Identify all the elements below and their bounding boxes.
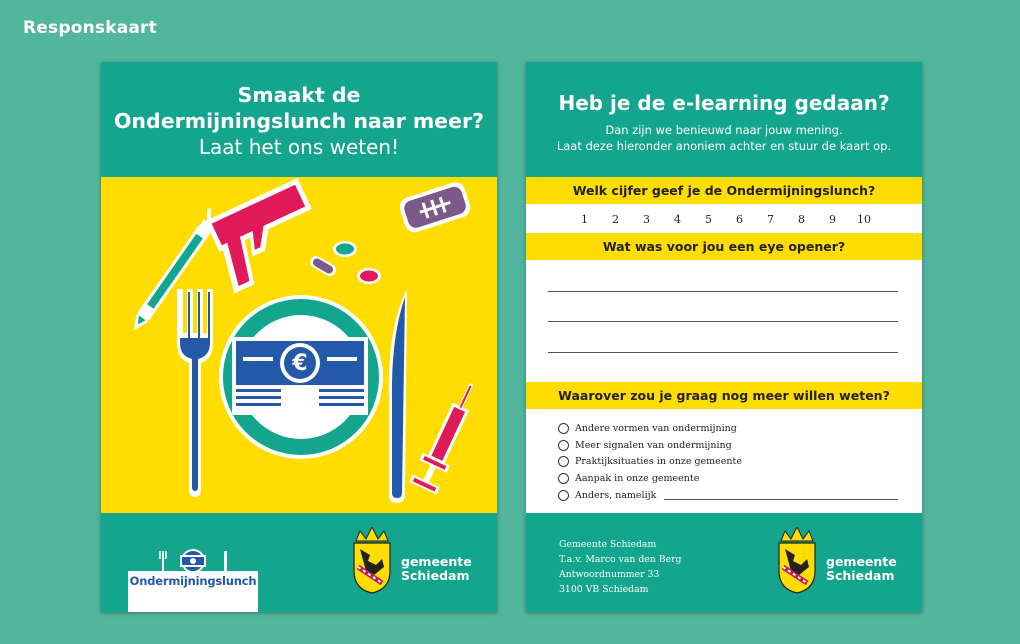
gemeente-word: gemeente (826, 554, 897, 569)
radio-icon[interactable] (558, 423, 569, 434)
radio-icon[interactable] (558, 456, 569, 467)
svg-text:€: € (292, 351, 308, 376)
rating-6[interactable]: 6 (736, 212, 743, 226)
gemeente-word: gemeente (401, 554, 472, 569)
other-answer-line[interactable] (664, 499, 898, 500)
lunch-illustration (101, 177, 497, 513)
front-headline-line2: Ondermijningslunch naar meer? (114, 109, 484, 133)
rating-1[interactable]: 1 (581, 212, 588, 226)
response-card-back (526, 62, 922, 612)
address-line-4: 3100 VB Schiedam (559, 584, 649, 595)
front-header (101, 62, 497, 177)
option-other[interactable] (558, 487, 898, 504)
question-eye-opener: Wat was voor jou een eye opener? (526, 233, 922, 260)
back-title: Heb je de e-learning gedaan? (558, 91, 890, 115)
option-label: Andere vormen van ondermijning (575, 422, 737, 434)
intro-line1: Dan zijn we benieuwd naar jouw mening. (605, 123, 843, 137)
schiedam-word: Schiedam (826, 568, 895, 583)
lunch-logo-icon (128, 529, 258, 573)
response-card-front (101, 62, 497, 612)
rating-7[interactable]: 7 (767, 212, 774, 226)
answer-line-3[interactable] (548, 352, 898, 353)
rating-scale (526, 205, 922, 233)
radio-icon[interactable] (558, 490, 569, 501)
option-more-signals[interactable] (558, 437, 898, 454)
option-approach[interactable] (558, 470, 898, 487)
return-address (559, 537, 681, 597)
schiedam-word: Schiedam (401, 568, 470, 583)
ondermijningslunch-logo (128, 529, 258, 599)
address-line-2: T.a.v. Marco van den Berg (559, 554, 682, 565)
rating-3[interactable]: 3 (643, 212, 650, 226)
schiedam-crest-icon (777, 527, 817, 595)
front-headline-line1: Smaakt de (237, 83, 361, 107)
gemeente-logo-text (401, 555, 472, 583)
back-header (526, 62, 922, 177)
option-other-forms[interactable] (558, 420, 898, 437)
options-list (558, 420, 898, 504)
fork-icon (177, 289, 213, 497)
intro-line2: Laat deze hieronder anoniem achter en stuur de kaart op. (556, 139, 892, 153)
front-subline: Laat het ons weten! (198, 135, 400, 159)
address-line-3: Antwoordnummer 33 (559, 569, 660, 580)
option-label: Aanpak in onze gemeente (575, 473, 700, 485)
rating-8[interactable]: 8 (798, 212, 805, 226)
option-label: Meer signalen van ondermijning (575, 439, 732, 451)
question-rating: Welk cijfer geef je de Ondermijningslunch? (526, 177, 922, 204)
rating-4[interactable]: 4 (674, 212, 681, 226)
money-stack-icon (232, 337, 368, 415)
knife-icon (389, 289, 407, 503)
lunch-logo-text: Ondermijningslunch (129, 574, 257, 588)
rating-10[interactable]: 10 (857, 212, 871, 226)
answer-line-1[interactable] (548, 291, 898, 292)
question-more-info: Waarover zou je graag nog meer willen weten? (526, 382, 922, 409)
rating-9[interactable]: 9 (829, 212, 836, 226)
rating-5[interactable]: 5 (705, 212, 712, 226)
answer-line-2[interactable] (548, 321, 898, 322)
back-intro (526, 122, 922, 154)
option-label: Anders, namelijk (575, 490, 657, 502)
back-footer (526, 513, 922, 612)
front-footer (101, 513, 497, 612)
front-illustration (101, 177, 497, 513)
page-title: Responskaart (23, 18, 157, 38)
pills-icon (308, 241, 381, 284)
option-label: Praktijksituaties in onze gemeente (575, 456, 742, 468)
option-practice-situations[interactable] (558, 454, 898, 471)
gemeente-logo-text (826, 555, 897, 583)
address-line-1: Gemeente Schiedam (559, 539, 657, 550)
radio-icon[interactable] (558, 440, 569, 451)
rating-2[interactable]: 2 (612, 212, 619, 226)
lunch-logo-line-bottom (130, 590, 256, 592)
gun-icon (201, 178, 330, 293)
radio-icon[interactable] (558, 473, 569, 484)
ticket-icon (397, 180, 473, 235)
syringe-icon (409, 378, 485, 495)
schiedam-crest-icon (352, 527, 392, 595)
